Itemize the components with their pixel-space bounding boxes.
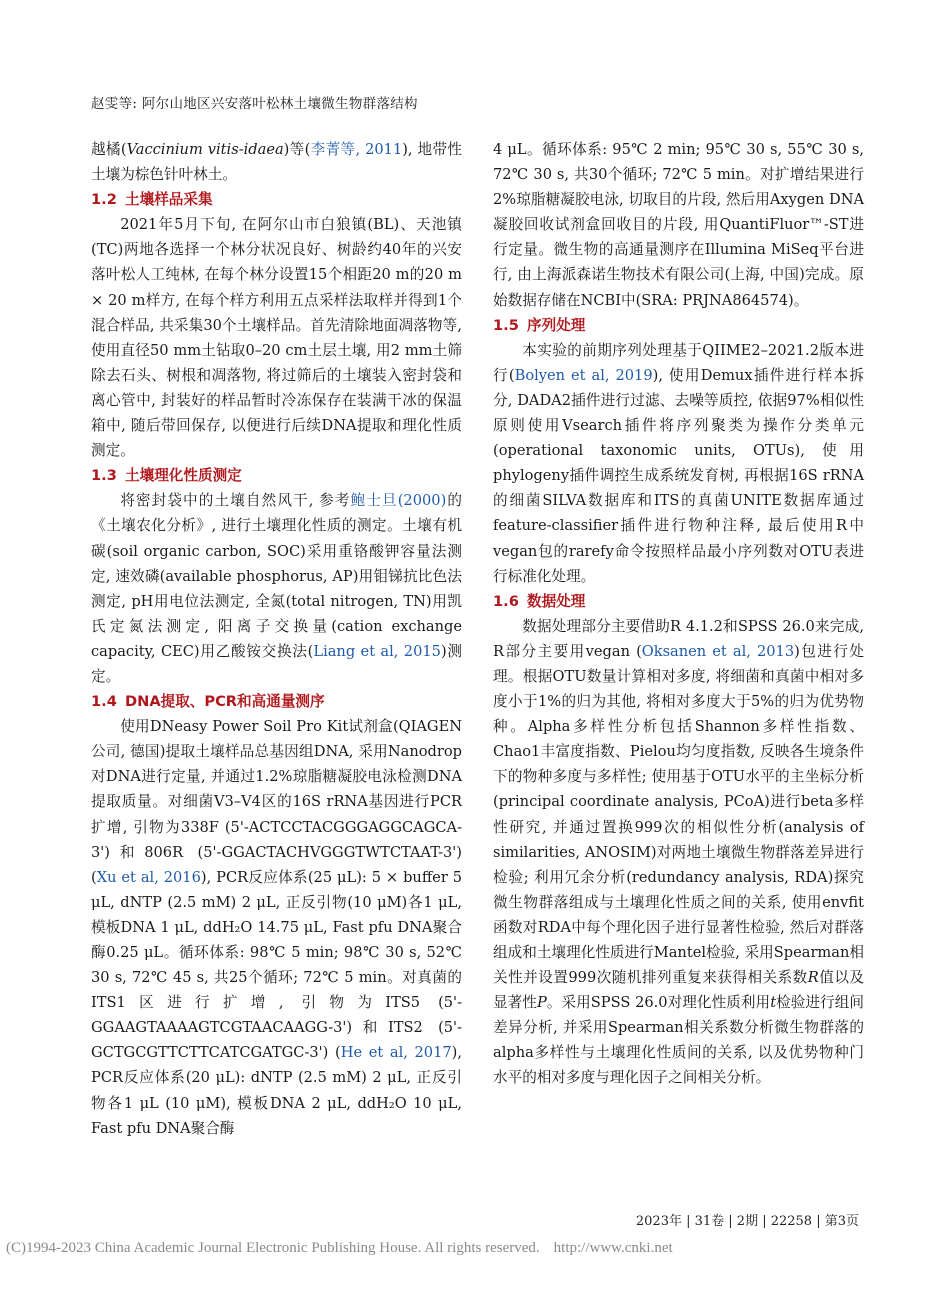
paragraph-soil-properties: 将密封袋中的土壤自然风干, 参考鲍士旦(2000)的《土壤农化分析》, 进行土壤理化性质的测定。土壤有机碳(soil organic carbon, SOC)采用重铬酸钾容量法测定, 速效磷(available phosphorus, AP)用钼锑抗比色法测定, pH用电位法测定, 全氮(total nitrogen, TN)用凯氏定氮法测定, 阳离子交换量(cation exchange capacity, CEC)用乙酸铵交换法(Liang et al, 2015)测定。 bbox=[91, 492, 462, 685]
page-footer: 2023年 | 31卷 | 2期 | 22258 | 第3页 bbox=[635, 1214, 859, 1229]
right-column bbox=[493, 137, 864, 1091]
section-heading-1-3: 1.3 土壤理化性质测定 bbox=[91, 467, 242, 485]
section-heading-1-2: 1.2 土壤样品采集 bbox=[91, 191, 213, 209]
section-heading-1-6: 1.6 数据处理 bbox=[493, 592, 586, 610]
citation-link[interactable]: Liang et al, 2015 bbox=[313, 642, 441, 660]
section-heading-1-4: 1.4 DNA提取、PCR和高通量测序 bbox=[91, 693, 325, 711]
citation-link[interactable]: Xu et al, 2016 bbox=[96, 868, 201, 886]
paragraph-sampling: 2021年5月下旬, 在阿尔山市白狼镇(BL)、天池镇(TC)两地各选择一个林分状况良好、树龄约40年的兴安落叶松人工纯林, 在每个林分设置15个相距20 m的20 m × 20 m样方, 在每个样方利用五点采样法取样并得到1个混合样品, 共采集30个土壤样品。首先清除地面凋落物等, 使用直径50 mm土钻取0–20 cm土层土壤, 用2 mm土筛除去石头、树根和凋落物, 将过筛后的土壤装入密封袋和离心管中, 封装好的样品暂时冷冻保存在装满干冰的保温箱中, 随后带回保存, 以便进行后续DNA提取和理化性质测定。 bbox=[91, 216, 462, 460]
copyright-line: (C)1994-2023 China Academic Journal Electronic Publishing House. All rights reserved. http://www.cnki.net bbox=[6, 1240, 673, 1256]
paragraph-dna-pcr-continued: 4 μL。循环体系: 95℃ 2 min; 95℃ 30 s, 55℃ 30 s, 72℃ 30 s, 共30个循环; 72℃ 5 min。对扩增结果进行2%琼脂糖凝胶电泳, 切取目的片段, 然后用Axygen DNA凝胶回收试剂盒回收目的片段, 用QuantiFluor™-ST进行定量。微生物的高通量测序在Illumina MiSeq平台进行, 由上海派森诺生物技术有限公司(上海, 中国)完成。原始数据存储在NCBI中(SRA: PRJNA864574)。 bbox=[493, 141, 864, 309]
paragraph-habitat: 越橘(Vaccinium vitis-idaea)等(李菁等, 2011), 地带性土壤为棕色针叶林土。 bbox=[91, 141, 462, 184]
citation-link[interactable]: Bolyen et al, 2019 bbox=[514, 366, 653, 384]
section-heading-1-5: 1.5 序列处理 bbox=[493, 316, 586, 334]
paragraph-data-processing: 数据处理部分主要借助R 4.1.2和SPSS 26.0来完成, R部分主要用vegan (Oksanen et al, 2013)包进行处理。根据OTU数量计算相对多度, 将细菌和真菌中相对多度小于1%的归为其他, 将相对多度大于5%的归为优势物种。Alpha多样性分析包括Shannon多样性指数、Chao1丰富度指数、Pielou均匀度指数, 反映各生境条件下的物种多度与多样性; 使用基于OTU水平的主坐标分析(principal coordinate analysis, PCoA)进行beta多样性研究, 并通过置换999次的相似性分析(analysis of similarities, ANOSIM)对两地土壤微生物群落差异进行检验; 利用冗余分析(redundancy analysis, RDA)探究微生物群落组成与土壤理化性质之间的关系, 使用envfit函数对RDA中每个理化因子进行显著性检验, 然后对群落组成和土壤理化性质进行Mantel检验, 采用Spearman相关性并设置999次随机排列重复来获得相关系数R值以及显著性P。采用SPSS 26.0对理化性质利用t检验进行组间差异分析, 并采用Spearman相关系数分析微生物群落的alpha多样性与土壤理化性质间的关系, 以及优势物种门水平的相对多度与理化因子之间相关分析。 bbox=[493, 617, 864, 1087]
cnki-link[interactable]: http://www.cnki.net bbox=[553, 1240, 673, 1256]
running-header: 赵雯等: 阿尔山地区兴安落叶松林土壤微生物群落结构 bbox=[91, 96, 418, 112]
paragraph-dna-pcr: 使用DNeasy Power Soil Pro Kit试剂盒(QIAGEN公司, 德国)提取土壤样品总基因组DNA, 采用Nanodrop对DNA进行定量, 并通过1.2%琼脂糖凝胶电泳检测DNA提取质量。对细菌V3–V4区的16S rRNA基因进行PCR扩增, 引物为338F (5'-ACTCCTACGGGAGGCAGCA-3')和806R (5'-GGACTACHVGGGTWTCTAAT-3') (Xu et al, 2016), PCR反应体系(25 μL): 5 × buffer 5 μL, dNTP (2.5 mM) 2 μL, 正反引物(10 μM)各1 μL, 模板DNA 1 μL, ddH₂O 14.75 μL, Fast pfu DNA聚合酶0.25 μL。循环体系: 98℃ 5 min; 98℃ 30 s, 52℃ 30 s, 72℃ 45 s, 共25个循环; 72℃ 5 min。对真菌的ITS1区进行扩增, 引物为ITS5 (5'-GGAAGTAAAAGTCGTAACAAGG-3')和ITS2 (5'-GCTGCGTTCTTCATCGATGC-3') (He et al, 2017), PCR反应体系(20 μL): dNTP (2.5 mM) 2 μL, 正反引物各1 μL (10 μM), 模板DNA 2 μL, ddH₂O 10 μL, Fast pfu DNA聚合酶 bbox=[91, 718, 463, 1137]
left-column bbox=[91, 137, 462, 1141]
paragraph-sequence-processing: 本实验的前期序列处理基于QIIME2–2021.2版本进行(Bolyen et al, 2019), 使用Demux插件进行样本拆分, DADA2插件进行过滤、去噪等质控, 依据97%相似性原则使用Vsearch插件将序列聚类为操作分类单元(operational taxonomic units, OTUs), 使用phylogeny插件调控生成系统发育树, 再根据16S rRNA的细菌SILVA数据库和ITS的真菌UNITE数据库通过feature-classifier插件进行物种注释, 最后使用R中vegan包的rarefy命令按照样品最小序列数对OTU表进行标准化处理。 bbox=[493, 341, 864, 585]
citation-link[interactable]: He et al, 2017 bbox=[340, 1044, 452, 1062]
citation-link[interactable]: 鲍士旦(2000) bbox=[350, 492, 447, 510]
citation-link[interactable]: Oksanen et al, 2013 bbox=[641, 642, 795, 660]
citation-link[interactable]: 李菁等, 2011 bbox=[310, 141, 403, 158]
